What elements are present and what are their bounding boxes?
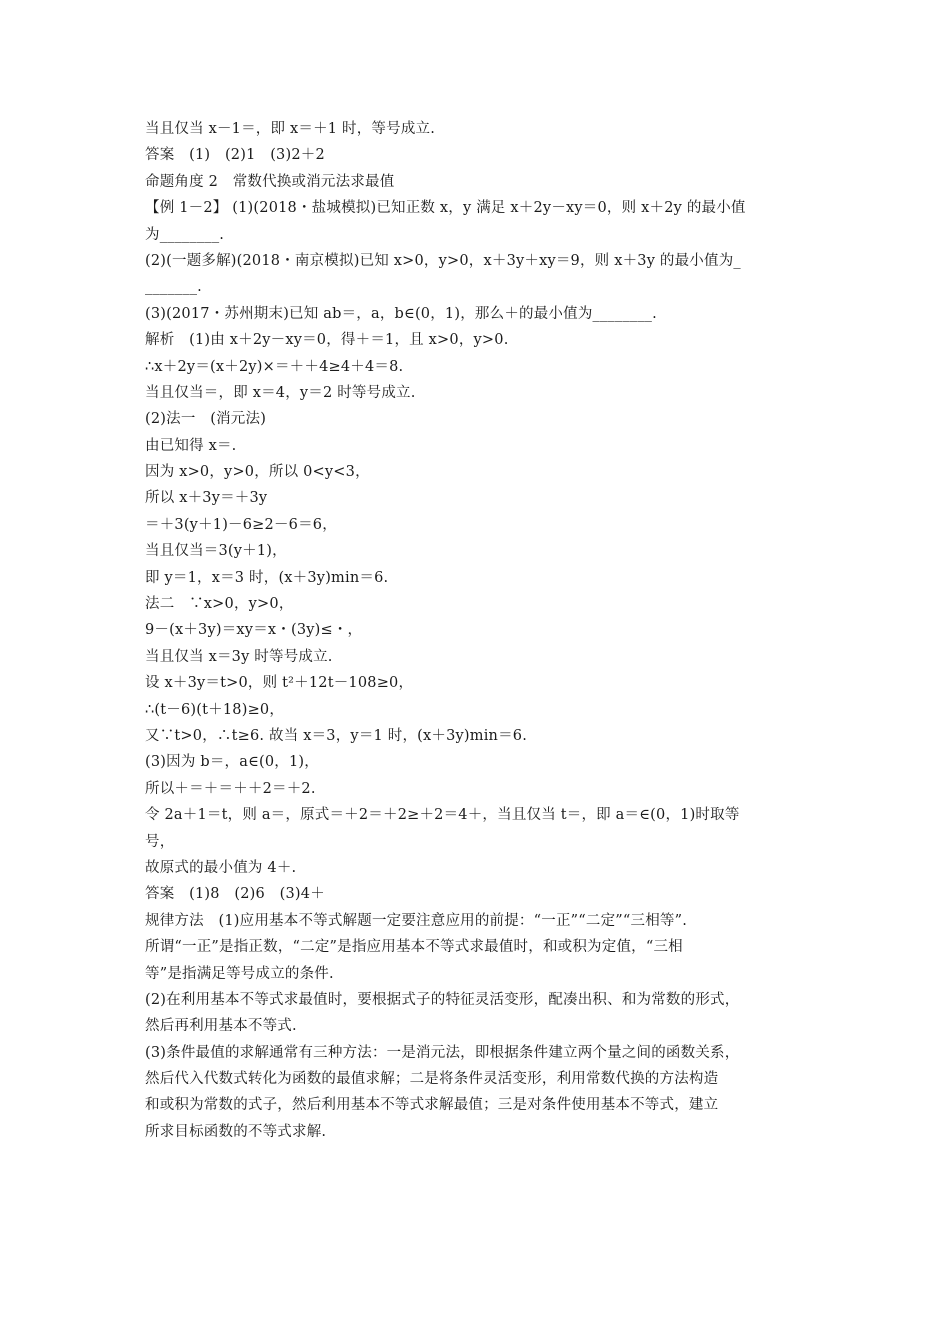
text-line: 号， xyxy=(145,833,175,850)
text-line: 所求目标函数的不等式求解. xyxy=(145,1123,327,1140)
text-line: (2)在利用基本不等式求最值时，要根据式子的特征灵活变形，配凑出积、和为常数的形式， xyxy=(145,991,740,1008)
text-line: 当且仅当＝，即 x＝4，y＝2 时等号成立. xyxy=(145,384,416,401)
document-body xyxy=(145,116,825,1145)
text-line: (2)法一 (消元法) xyxy=(145,411,267,428)
text-line: (3)(2017・苏州期末)已知 ab＝，a，b∈(0，1)，那么＋的最小值为________. xyxy=(145,305,657,322)
text-line: 9－(x＋3y)＝xy＝x・(3y)≤・， xyxy=(145,622,363,639)
text-line: 等”是指满足等号成立的条件. xyxy=(145,965,334,982)
text-line: 答案 (1) (2)1 (3)2＋2 xyxy=(145,147,325,164)
text-line: (3)因为 b＝，a∈(0，1)， xyxy=(145,754,319,771)
text-line: 规律方法 (1)应用基本不等式解题一定要注意应用的前提：“一正”“二定”“三相等”. xyxy=(145,912,688,929)
text-line: 和或积为常数的式子，然后利用基本不等式求解最值；三是对条件使用基本不等式，建立 xyxy=(145,1097,719,1114)
text-line: _______. xyxy=(145,279,202,296)
text-line: 法二 ∵x>0，y>0， xyxy=(145,596,294,613)
text-line: 当且仅当 x＝3y 时等号成立. xyxy=(145,648,333,665)
text-line: 为________. xyxy=(145,226,225,243)
text-line: 答案 (1)8 (2)6 (3)4＋ xyxy=(145,886,325,903)
text-line: 所以＋＝＋＝＋＋2＝＋2. xyxy=(145,780,316,797)
text-line: 当且仅当 x－1＝，即 x＝＋1 时，等号成立. xyxy=(145,121,436,137)
text-line: (2)(一题多解)(2018・南京模拟)已知 x>0，y>0，x＋3y＋xy＝9，则 x＋3y 的最小值为_ xyxy=(145,252,741,269)
text-line: 【例 1－2】 (1)(2018・盐城模拟)已知正数 x，y 满足 x＋2y－xy＝0，则 x＋2y 的最小值 xyxy=(145,200,746,217)
text-line: ＝＋3(y＋1)－6≥2－6＝6， xyxy=(145,516,337,533)
text-line: 解析 (1)由 x＋2y－xy＝0，得＋＝1，且 x>0，y>0. xyxy=(145,332,509,349)
text-line: 当且仅当＝3(y＋1)， xyxy=(145,543,287,560)
text-line: (3)条件最值的求解通常有三种方法：一是消元法，即根据条件建立两个量之间的函数关系， xyxy=(145,1044,740,1061)
text-line: 命题角度 2 常数代换或消元法求最值 xyxy=(145,173,395,190)
text-line: 又∵t>0，∴t≥6. 故当 x＝3，y＝1 时，(x＋3y)min＝6. xyxy=(145,727,528,744)
text-line: 即 y＝1，x＝3 时，(x＋3y)min＝6. xyxy=(145,569,389,586)
text-line: ∴x＋2y＝(x＋2y)×＝＋＋4≥4＋4＝8. xyxy=(145,358,404,375)
text-line: 设 x＋3y＝t>0，则 t²＋12t－108≥0， xyxy=(145,675,414,692)
text-line: 由已知得 x＝. xyxy=(145,437,237,454)
text-line: 所谓“一正”是指正数，“二定”是指应用基本不等式求最值时，和或积为定值，“三相 xyxy=(145,939,683,956)
text-line: 因为 x>0，y>0，所以 0<y<3， xyxy=(145,464,370,481)
text-line: 然后再利用基本不等式. xyxy=(145,1018,297,1035)
text-line: 故原式的最小值为 4＋. xyxy=(145,859,297,876)
text-line: 令 2a＋1＝t，则 a＝，原式＝＋2＝＋2≥＋2＝4＋，当且仅当 t＝，即 a＝∈(0，1)时取等 xyxy=(145,807,740,824)
text-line: ∴(t－6)(t＋18)≥0， xyxy=(145,701,285,718)
text-line: 然后代入代数式转化为函数的最值求解；二是将条件灵活变形，利用常数代换的方法构造 xyxy=(145,1071,719,1088)
text-line: 所以 x＋3y＝＋3y xyxy=(145,490,268,507)
